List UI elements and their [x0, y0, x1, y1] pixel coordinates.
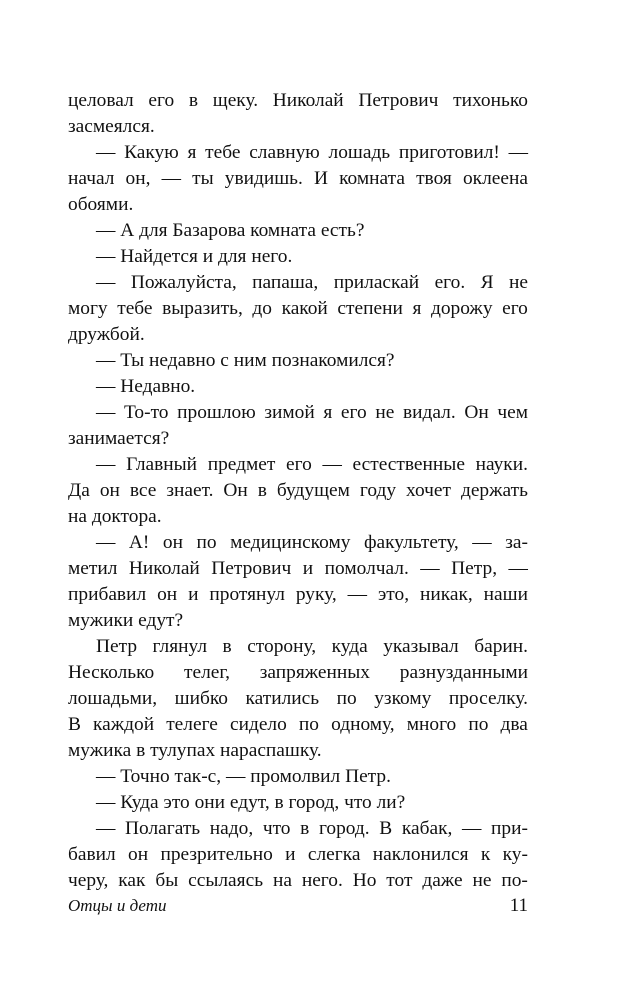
word: его [286, 454, 312, 475]
word: приласкай [333, 272, 420, 293]
word: телег, [184, 662, 230, 683]
word: в [222, 636, 232, 657]
word: выразить, [162, 298, 243, 319]
word: начал [68, 168, 115, 189]
text-line: — Найдется и для него. [96, 246, 293, 267]
word: славную [249, 142, 320, 163]
word: руку, [295, 584, 337, 605]
word: одному, [331, 714, 395, 735]
text-line [68, 556, 528, 582]
word: никак, [419, 584, 473, 605]
word: город. [318, 818, 370, 839]
word: два [500, 714, 528, 735]
word: это, [377, 584, 410, 605]
word: узкому [374, 688, 432, 709]
word: оклеена [462, 168, 528, 189]
word: на [272, 870, 292, 891]
text-line [68, 478, 528, 504]
word: много [406, 714, 457, 735]
word: в [188, 90, 199, 111]
word: И [313, 168, 328, 189]
word: в [257, 480, 267, 501]
word: указывал [383, 636, 459, 657]
word: к [480, 844, 491, 865]
word: по- [501, 870, 528, 891]
word: проселку. [448, 688, 528, 709]
text-line [68, 452, 528, 478]
word: не [472, 870, 492, 891]
word: и [302, 558, 314, 579]
word: зимой [264, 402, 315, 423]
word: В [379, 818, 393, 839]
word: бавил [68, 844, 116, 865]
word: Петрович [211, 558, 292, 579]
text-line [68, 140, 528, 166]
word: в [300, 818, 310, 839]
word: он, [125, 168, 151, 189]
body-text [68, 88, 528, 894]
word: Какую [124, 142, 179, 163]
word: не [375, 402, 395, 423]
text-line: на доктора. [68, 506, 162, 527]
text-line [68, 868, 528, 894]
text-line [68, 842, 528, 868]
word: Он [464, 402, 489, 423]
word: разнузданными [399, 662, 528, 683]
word: факультету, [363, 532, 459, 553]
word: надо, [209, 818, 254, 839]
text-line: мужика в тулупах нараспашку. [68, 740, 322, 761]
word: видал. [402, 402, 456, 423]
word: лошадьми, [68, 688, 158, 709]
word: хочет [406, 480, 451, 501]
word: дорожу [430, 298, 493, 319]
word: катились [245, 688, 320, 709]
word: по [468, 714, 489, 735]
running-title: Отцы и дети [68, 896, 167, 915]
word: тебе [117, 298, 153, 319]
word: какой [281, 298, 328, 319]
word: барин. [474, 636, 528, 657]
word: — [96, 402, 116, 423]
word: я [412, 298, 422, 319]
word: знает. [166, 480, 214, 501]
word: он [128, 844, 149, 865]
word: тихонько [453, 90, 528, 111]
word: телеге [166, 714, 218, 735]
text-line: мужики едут? [68, 610, 184, 631]
word: я [187, 142, 197, 163]
word: — [96, 818, 116, 839]
text-line [68, 400, 528, 426]
text-line: засмеялся. [68, 116, 155, 137]
word: я [323, 402, 333, 423]
word: Петр [96, 636, 138, 657]
word: наклонился [372, 844, 469, 865]
word: он [162, 532, 183, 553]
word: папаша, [252, 272, 319, 293]
text-line: — Недавно. [96, 376, 196, 397]
word: бы [155, 870, 179, 891]
text-line [68, 660, 528, 686]
text-line [68, 270, 528, 296]
word: сидело [229, 714, 287, 735]
word: помолчал. [324, 558, 409, 579]
word: по [298, 714, 319, 735]
word: могу [68, 298, 108, 319]
word: ку- [502, 844, 528, 865]
word: как [118, 870, 146, 891]
word: лошадь [328, 142, 391, 163]
page-number: 11 [509, 895, 528, 916]
word: ты [192, 168, 214, 189]
word: Петрович [358, 90, 439, 111]
page-footer [68, 895, 528, 917]
word: комната [339, 168, 405, 189]
word: Он [223, 480, 248, 501]
word: держать [460, 480, 528, 501]
word: он [99, 480, 120, 501]
word: каждой [93, 714, 155, 735]
word: В [68, 714, 81, 735]
word: протянул [209, 584, 285, 605]
text-line: дружбой. [68, 324, 145, 345]
word: прошлою [177, 402, 256, 423]
word: предмет [207, 454, 276, 475]
word: сторону, [247, 636, 317, 657]
word: него. [301, 870, 343, 891]
text-line [68, 530, 528, 556]
text-line: — Точно так-с, — промолвил Петр. [96, 766, 391, 787]
word: глянул [152, 636, 208, 657]
word: прибавил [68, 584, 147, 605]
word: Но [352, 870, 377, 891]
word: презрительно [160, 844, 273, 865]
word: по [196, 532, 217, 553]
word: увидишь. [224, 168, 303, 189]
word: медицинскому [230, 532, 351, 553]
text-line [68, 582, 528, 608]
word: и [188, 584, 199, 605]
word: и [285, 844, 296, 865]
word: слегка [307, 844, 361, 865]
word: Полагать [125, 818, 201, 839]
word: — [508, 142, 528, 163]
text-line [68, 816, 528, 842]
text-line: — А для Базарова комната есть? [96, 220, 365, 241]
text-line: обоями. [68, 194, 134, 215]
word: даже [422, 870, 463, 891]
text-line [68, 634, 528, 660]
word: кабак, [401, 818, 453, 839]
word: щеку. [212, 90, 259, 111]
text-line [68, 88, 528, 114]
word: шибко [174, 688, 228, 709]
word: его. [434, 272, 466, 293]
word: чем [497, 402, 528, 423]
word: Пожалуйста, [130, 272, 237, 293]
word: за- [505, 532, 528, 553]
word: ссылаясь [188, 870, 264, 891]
word: черу, [68, 870, 109, 891]
word: твоя [416, 168, 452, 189]
text-line [68, 166, 528, 192]
word: Главный [126, 454, 198, 475]
text-line: — Ты недавно с ним познакомился? [96, 350, 395, 371]
word: — [322, 454, 342, 475]
word: науки. [475, 454, 528, 475]
word: Я [480, 272, 494, 293]
word: — [462, 818, 482, 839]
word: тебе [205, 142, 241, 163]
word: — [161, 168, 181, 189]
word: — [96, 532, 116, 553]
word: году [359, 480, 397, 501]
word: приготовил! [398, 142, 500, 163]
word: — [347, 584, 368, 605]
word: — [96, 272, 116, 293]
text-line [68, 296, 528, 322]
word: метил [68, 558, 118, 579]
text-line [68, 712, 528, 738]
word: он [157, 584, 178, 605]
word: Несколько [68, 662, 155, 683]
word: по [336, 688, 357, 709]
word: тот [386, 870, 413, 891]
word: запряженных [259, 662, 370, 683]
word: все [129, 480, 157, 501]
word: его [340, 402, 367, 423]
text-line [68, 686, 528, 712]
word: степени [337, 298, 403, 319]
word: будущем [276, 480, 350, 501]
word: не [508, 272, 528, 293]
word: при- [491, 818, 528, 839]
word: — [508, 558, 528, 579]
text-line: занимается? [68, 428, 170, 449]
word: — [96, 454, 116, 475]
word: целовал [68, 90, 134, 111]
word: наши [483, 584, 528, 605]
word: его [148, 90, 175, 111]
word: — [472, 532, 492, 553]
word: Да [68, 480, 90, 501]
word: Николай [272, 90, 344, 111]
word: То-то [124, 402, 169, 423]
word: Петр, [451, 558, 498, 579]
text-line: — Куда это они едут, в город, что ли? [96, 792, 406, 813]
word: естественные [352, 454, 465, 475]
word: куда [331, 636, 368, 657]
word: что [262, 818, 291, 839]
word: Николай [128, 558, 200, 579]
word: — [420, 558, 440, 579]
word: А! [128, 532, 150, 553]
word: — [96, 142, 116, 163]
word: его [502, 298, 528, 319]
word: до [252, 298, 272, 319]
